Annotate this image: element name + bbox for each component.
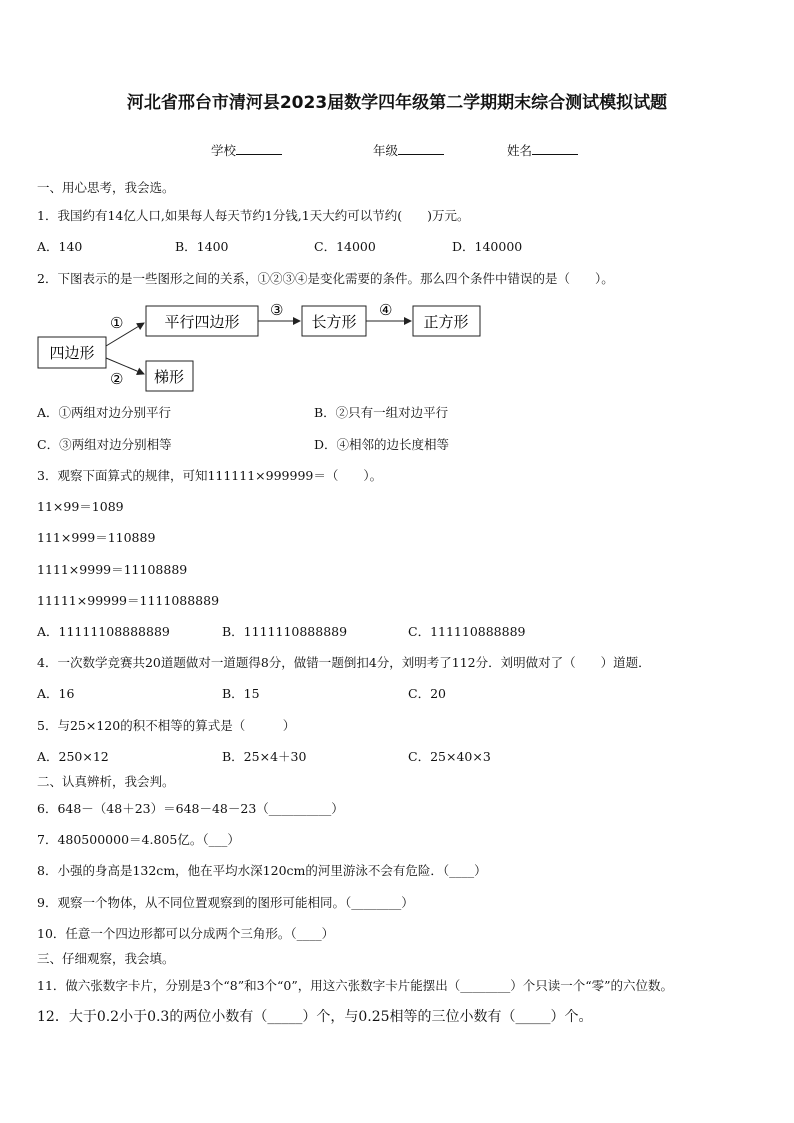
question-4-stem: 4．一次数学竞赛共20道题做对一道题得8分，做错一题倒扣4分，刘明考了112分．刘明做对了（ ）道题．: [37, 655, 651, 670]
school-label: 学校: [211, 143, 237, 158]
grade-field[interactable]: [373, 141, 444, 159]
condition-label-2: ②: [110, 370, 124, 388]
q2-option-c[interactable]: C．③两组对边分别相等: [37, 437, 172, 452]
q2-option-d[interactable]: D．④相邻的边长度相等: [314, 437, 450, 452]
question-11: 11．做六张数字卡片，分别是3个“8”和3个“0”，用这六张数字卡片能摆出（________）个只读一个“零”的六位数。: [37, 978, 674, 993]
q4-option-c[interactable]: C．20: [408, 686, 446, 701]
q5-option-b[interactable]: B．25×4＋30: [222, 749, 307, 764]
q3-pattern-line-1: 11×99＝1089: [37, 499, 124, 514]
box-quadrilateral-label: 四边形: [49, 344, 95, 362]
q3-option-a[interactable]: A．11111108888889: [37, 624, 170, 639]
q4-option-a[interactable]: A．16: [37, 686, 75, 701]
grade-label: 年级: [373, 143, 399, 158]
q1-option-d[interactable]: D．140000: [452, 239, 523, 254]
question-1-stem: 1．我国约有14亿人口,如果每人每天节约1分钱,1天大约可以节约( )万元。: [37, 208, 470, 223]
box-parallelogram-label: 平行四边形: [164, 313, 240, 331]
q2-option-a[interactable]: A．①两组对边分别平行: [37, 405, 172, 420]
school-field[interactable]: [211, 141, 282, 159]
q1-option-a[interactable]: A．140: [37, 239, 83, 254]
question-10: 10．任意一个四边形都可以分成两个三角形。（____）: [37, 926, 335, 941]
box-rectangle-label: 长方形: [311, 313, 357, 331]
name-blank[interactable]: [532, 142, 578, 155]
question-8: 8．小强的身高是132cm，他在平均水深120cm的河里游泳不会有危险．（____）: [37, 863, 487, 878]
grade-blank[interactable]: [398, 142, 444, 155]
q5-option-a[interactable]: A．250×12: [37, 749, 109, 764]
shape-relationship-diagram: [30, 298, 490, 398]
section-heading-3: 三、仔细观察，我会填。: [37, 951, 175, 966]
box-square-label: 正方形: [423, 313, 469, 331]
condition-label-1: ①: [110, 314, 124, 332]
q3-pattern-line-2: 111×999＝110889: [37, 530, 156, 545]
q3-option-b[interactable]: B．1111110888889: [222, 624, 348, 639]
q3-option-c[interactable]: C．111110888889: [408, 624, 526, 639]
name-label: 姓名: [507, 143, 533, 158]
question-5-stem: 5．与25×120的积不相等的算式是（ ）: [37, 718, 296, 733]
section-heading-1: 一、用心思考，我会选。: [37, 180, 175, 195]
q3-pattern-line-3: 1111×9999＝11108889: [37, 562, 188, 577]
section-heading-2: 二、认真辨析，我会判。: [37, 774, 175, 789]
question-12: 12．大于0.2小于0.3的两位小数有（_____）个，与0.25相等的三位小数有（_____）个。: [37, 1009, 593, 1025]
condition-label-4: ④: [379, 301, 393, 319]
q5-option-c[interactable]: C．25×40×3: [408, 749, 491, 764]
box-trapezoid-label: 梯形: [153, 368, 185, 386]
q1-option-c[interactable]: C．14000: [314, 239, 376, 254]
school-blank[interactable]: [236, 142, 282, 155]
question-2-stem: 2．下图表示的是一些图形之间的关系，①②③④是变化需要的条件。那么四个条件中错误的是（ ）。: [37, 271, 614, 286]
q3-pattern-line-4: 11111×99999＝1111088889: [37, 593, 220, 608]
page-title: 河北省邢台市清河县2023届数学四年级第二学期期末综合测试模拟试题: [126, 93, 668, 113]
name-field[interactable]: [507, 141, 578, 159]
q2-option-b[interactable]: B．②只有一组对边平行: [314, 405, 449, 420]
question-7: 7．480500000＝4.805亿。（___）: [37, 832, 240, 847]
condition-label-3: ③: [270, 301, 284, 319]
question-3-stem: 3．观察下面算式的规律，可知111111×999999＝（ ）。: [37, 468, 383, 483]
q1-option-b[interactable]: B．1400: [175, 239, 229, 254]
q4-option-b[interactable]: B．15: [222, 686, 260, 701]
question-6: 6．648－（48＋23）＝648－48－23（__________）: [37, 801, 344, 816]
question-9: 9．观察一个物体，从不同位置观察到的图形可能相同。（________）: [37, 895, 414, 910]
